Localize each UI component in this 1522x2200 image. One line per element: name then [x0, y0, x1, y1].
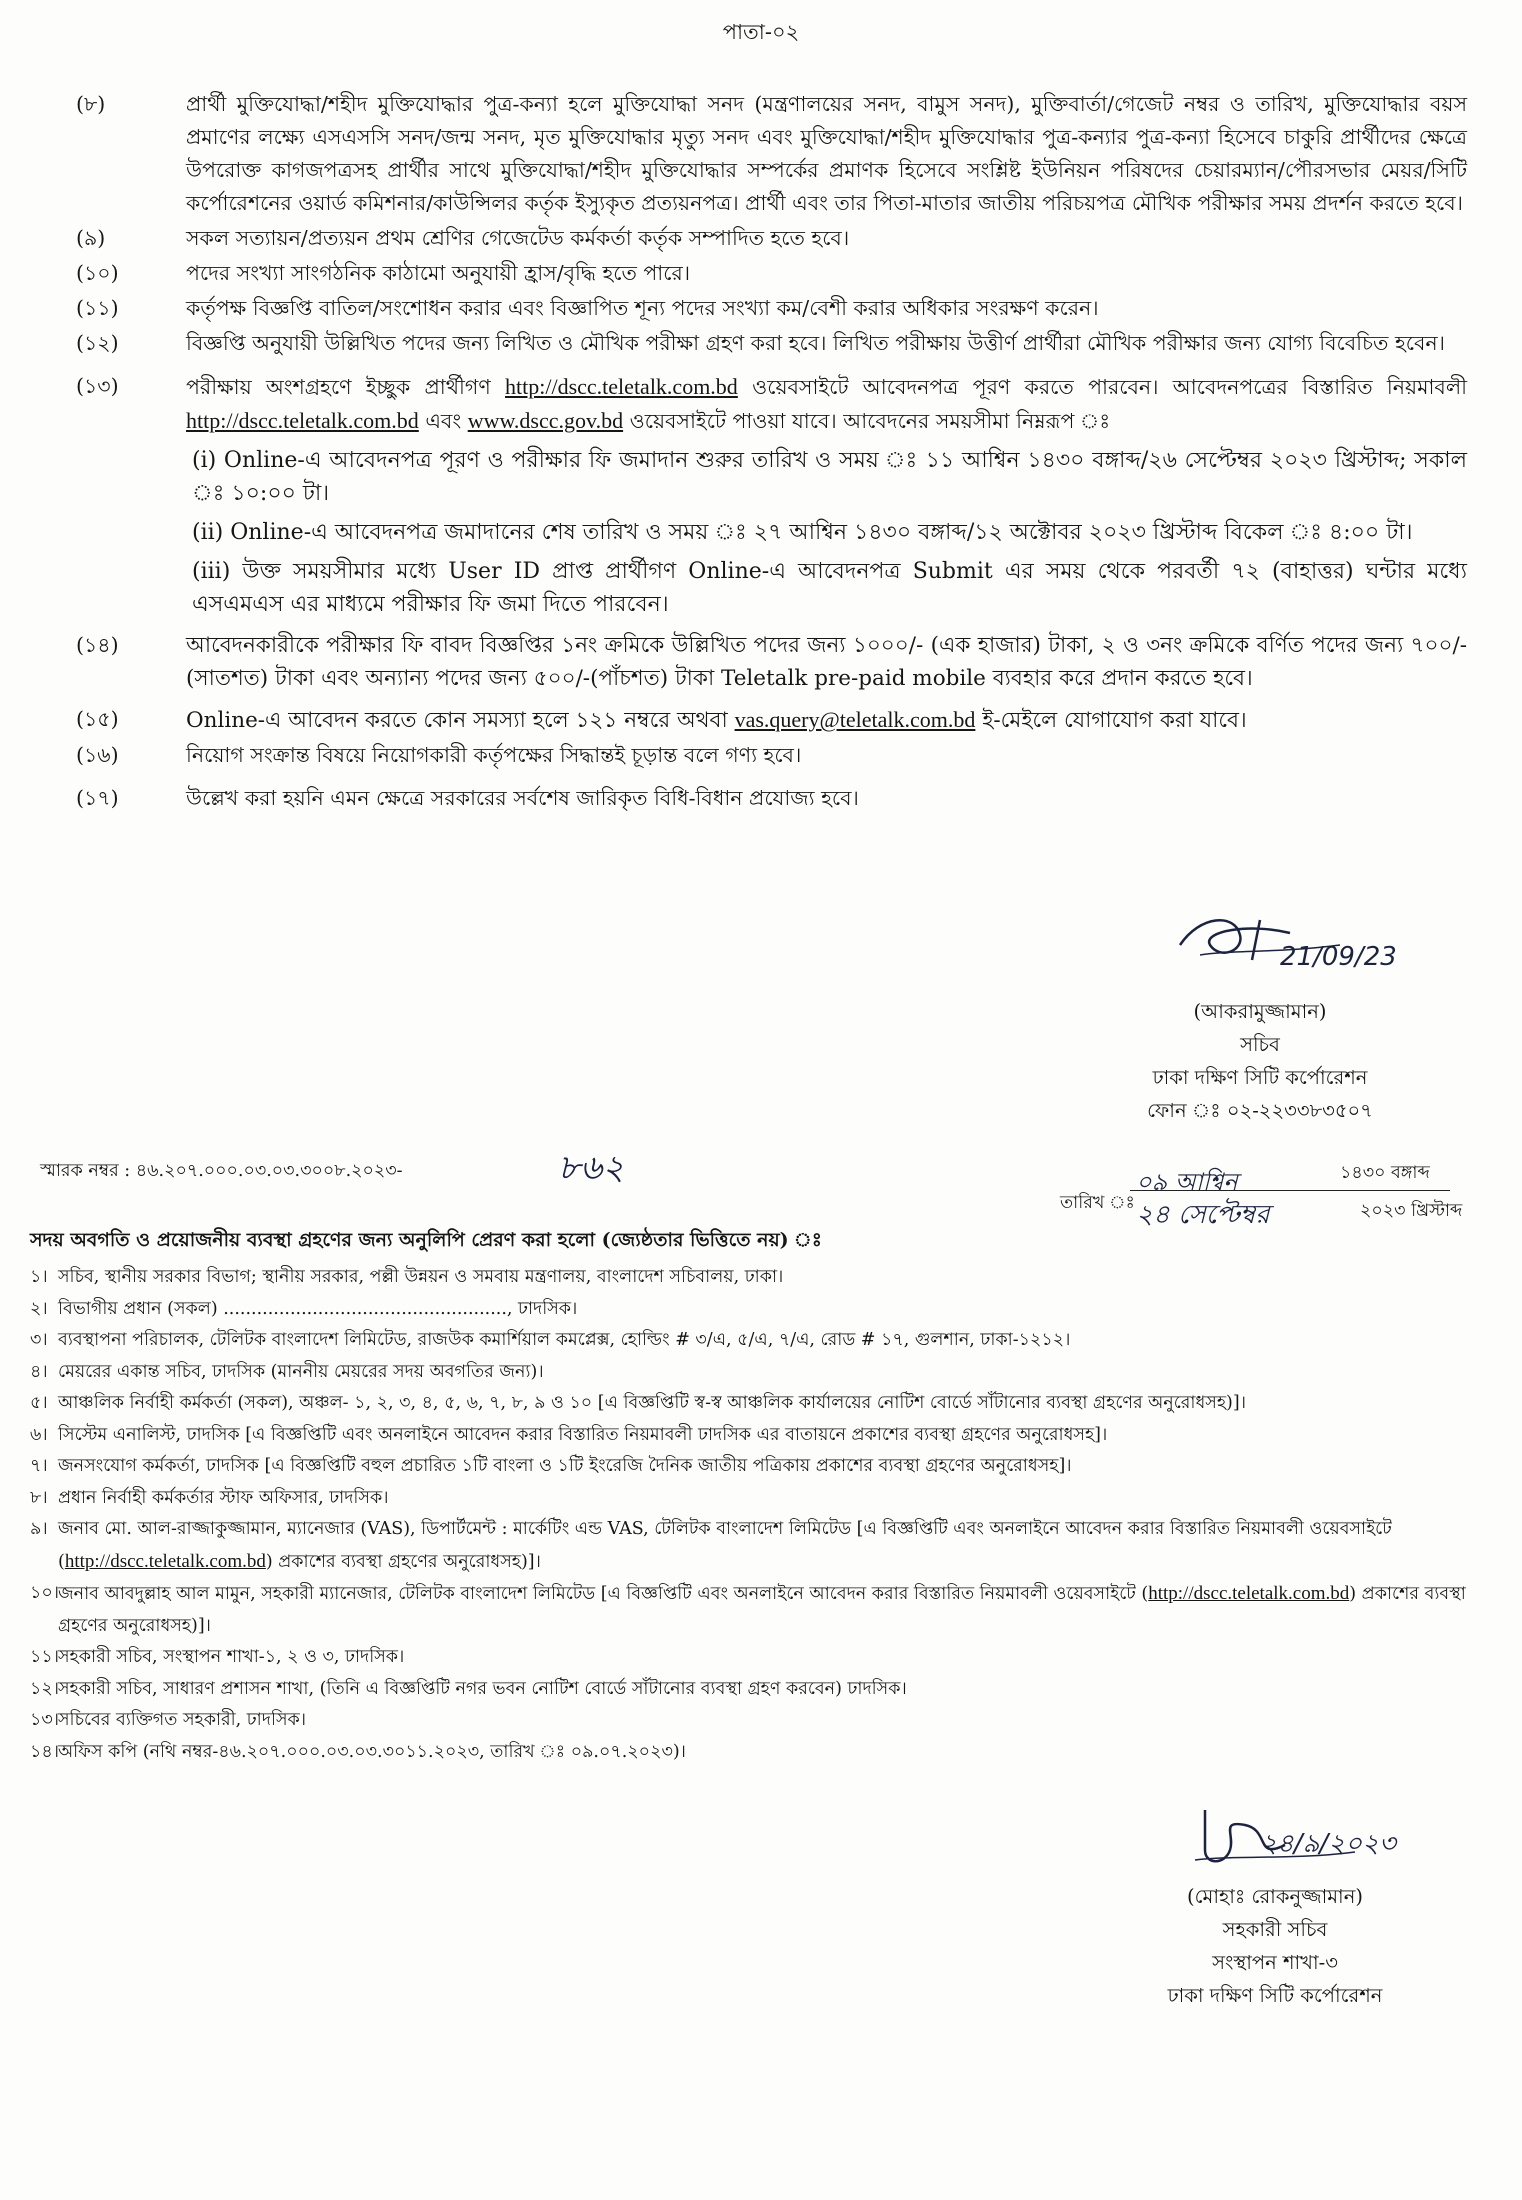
list-item-text: সহকারী সচিব, সাধারণ প্রশাসন শাখা, (তিনি এ বিজ্ঞপ্তিটি নগর ভবন নোটিশ বোর্ডে সাঁটানোর ব্যবস্থা গ্রহণ করবেন) ঢাদসিক।: [58, 1678, 907, 1699]
distribution-list: [30, 1262, 1492, 1768]
date-english-year: ২০২৩ খ্রিস্টাব্দ: [1360, 1201, 1463, 1221]
clause-number: (৮): [76, 92, 106, 116]
teletalk-link[interactable]: http://dscc.teletalk.com.bd: [64, 1550, 266, 1572]
list-item-number: ৮।: [30, 1487, 48, 1508]
page-number: পাতা-০২: [722, 20, 800, 44]
schedule-end: (ii) Online-এ আবেদনপত্র জমাদানের শেষ তারিখ ও সময় ঃ ২৭ আশ্বিন ১৪৩০ বঙ্গাব্দ/১২ অক্টোবর ২০২৩ খ্রিস্টাব্দ বিকেল ঃ ৪:০০ টা।: [192, 520, 1413, 545]
list-item: [30, 1514, 1492, 1578]
signatory-secretary: [1080, 905, 1440, 1127]
list-item-text: সচিব, স্থানীয় সরকার বিভাগ; স্থানীয় সরকার, পল্লী উন্নয়ন ও সমবায় মন্ত্রণালয়, বাংলাদেশ সচিবালয়, ঢাকা।: [58, 1267, 784, 1287]
list-item-text: জনসংযোগ কর্মকর্তা, ঢাদসিক [এ বিজ্ঞপ্তিটি বহুল প্রচারিত ১টি বাংলা ও ১টি ইংরেজি দৈনিক জাতীয় পত্রিকায় প্রকাশের ব্যবস্থা গ্রহণের অনুরোধসহ]।: [58, 1456, 1072, 1476]
list-item-number: ১০।: [30, 1583, 59, 1603]
signatory-branch: সংস্থাপন শাখা-৩: [1212, 1951, 1338, 1974]
list-item: [30, 1578, 1492, 1642]
clause-13-text-2: ওয়েবসাইটে আবেদনপত্র পূরণ করতে পারবেন। আবেদনপত্রের বিস্তারিত নিয়মাবলী: [752, 375, 1467, 399]
list-item-text: বিভাগীয় প্রধান (সকল) ..................................................., ঢাদসিক।: [58, 1298, 578, 1319]
list-item-number: ৭।: [30, 1456, 48, 1476]
list-item-number: ২।: [30, 1298, 48, 1319]
list-item-number: ৯।: [30, 1519, 48, 1539]
conditions-list: [72, 88, 1467, 817]
list-item-number: ১৪।: [30, 1741, 59, 1762]
list-item-number: ১২।: [30, 1678, 59, 1699]
clause-number: (১২): [76, 331, 119, 355]
clause-text: উল্লেখ করা হয়নি এমন ক্ষেত্রে সরকারের সর্বশেষ জারিকৃত বিধি-বিধান প্রযোজ্য হবে।: [186, 786, 859, 810]
list-item: [30, 1737, 1492, 1769]
clause-15: [72, 703, 1467, 737]
list-item-number: ৪।: [30, 1361, 48, 1382]
list-item-text: প্রধান নির্বাহী কর্মকর্তার স্টাফ অফিসার, ঢাদসিক।: [58, 1487, 389, 1508]
list-item-text: সচিবের ব্যক্তিগত সহকারী, ঢাদসিক।: [58, 1710, 307, 1730]
list-item-text: [58, 1514, 1492, 1578]
list-item: [30, 1388, 1492, 1420]
clause-text: সকল সত্যায়ন/প্রত্যয়ন প্রথম শ্রেণির গেজেটেড কর্মকর্তা কর্তৃক সম্পাদিত হতে হবে।: [186, 226, 850, 250]
item-9-text-2: ) প্রকাশের ব্যবস্থা গ্রহণের অনুরোধসহ)]।: [265, 1551, 541, 1572]
date-bangla-year: ১৪৩০ বঙ্গাব্দ: [1340, 1163, 1430, 1183]
distribution-heading: সদয় অবগতি ও প্রয়োজনীয় ব্যবস্থা গ্রহণের জন্য অনুলিপি প্রেরণ করা হলো (জ্যেষ্ঠতার ভিত্তিতে নয়) ঃ: [30, 1229, 822, 1251]
clause-16: [72, 739, 1467, 772]
list-item-number: ১১।: [30, 1647, 59, 1667]
list-item-number: ১।: [30, 1267, 48, 1287]
clause-number: (১০): [76, 261, 119, 285]
schedule-fee-payment: (iii) উক্ত সময়সীমার মধ্যে User ID প্রাপ্ত প্রার্থীগণ Online-এ আবেদনপত্র Submit এর সময় থেকে পরবর্তী ৭২ (বাহাত্তর) ঘন্টার মধ্যে এসএমএস এর মাধ্যমে পরীক্ষার ফি জমা দিতে পারবেন।: [192, 559, 1467, 617]
clause-text: [186, 370, 1467, 621]
clause-13-text-4: ওয়েবসাইটে পাওয়া যাবে। আবেদনের সময়সীমা নিম্নরূপ ঃ: [629, 409, 1111, 433]
date-divider: [1130, 1190, 1450, 1191]
signatory-designation: সহকারী সচিব: [1222, 1918, 1328, 1941]
date-bangla-handwritten: ০৯ আশ্বিন: [1136, 1168, 1238, 1196]
list-item-number: ৫।: [30, 1393, 48, 1413]
clause-text: প্রার্থী মুক্তিযোদ্ধা/শহীদ মুক্তিযোদ্ধার পুত্র-কন্যা হলে মুক্তিযোদ্ধা সনদ (মন্ত্রণালয়ের সনদ, বামুস সনদ), মুক্তিবার্তা/গেজেট নম্বর ও তারিখ, মুক্তিযোদ্ধার বয়স প্রমাণের লক্ষ্যে এসএসসি সনদ/জন্ম সনদ, মৃত মুক্তিযোদ্ধার মৃত্যু সনদ এবং মুক্তিযোদ্ধা/শহীদ মুক্তিযোদ্ধার পুত্র-কন্যার পুত্র-কন্যা হিসেবে চাকুরি প্রার্থীদের ক্ষেত্রে উপরোক্ত কাগজপত্রসহ প্রার্থীর সাথে মুক্তিযোদ্ধা/শহীদ মুক্তিযোদ্ধার সম্পর্কের প্রমাণক হিসেবে সংশ্লিষ্ট ইউনিয়ন পরিষদের চেয়ারম্যান/পৌরসভার মেয়র/সিটি কর্পোরেশনের ওয়ার্ড কমিশনার/কাউন্সিলর কর্তৃক ইস্যুকৃত প্রত্যয়নপত্র। প্রার্থী এবং তার পিতা-মাতার জাতীয় পরিচয়পত্র মৌখিক পরীক্ষার সময় প্রদর্শন করতে হবে।: [186, 92, 1467, 215]
list-item: [30, 1642, 1492, 1674]
list-item-text: ব্যবস্থাপনা পরিচালক, টেলিটক বাংলাদেশ লিমিটেড, রাজউক কমার্শিয়াল কমপ্লেক্স, হোল্ডিং # ৩/এ, ৫/এ, ৭/এ, রোড # ১৭, গুলশান, ঢাকা-১২১২।: [58, 1330, 1071, 1350]
list-item-text: সহকারী সচিব, সংস্থাপন শাখা-১, ২ ও ৩, ঢাদসিক।: [58, 1647, 405, 1667]
clause-text: [186, 703, 1467, 737]
clause-number: (১৪): [76, 633, 119, 657]
clause-15-text-2: ই-মেইলে যোগাযোগ করা যাবে।: [982, 708, 1247, 733]
signatory-designation: সচিব: [1240, 1033, 1280, 1056]
signatory-name: (মোহাঃ রোকনুজ্জামান): [1187, 1885, 1363, 1908]
clause-text: বিজ্ঞপ্তি অনুযায়ী উল্লিখিত পদের জন্য লিখিত ও মৌখিক পরীক্ষা গ্রহণ করা হবে। লিখিত পরীক্ষায় উত্তীর্ণ প্রার্থীরা মৌখিক পরীক্ষার জন্য যোগ্য বিবেচিত হবেন।: [186, 331, 1445, 355]
clause-12: [72, 327, 1467, 360]
memo-number-label: স্মারক নম্বর : ৪৬.২০৭.০০০.০৩.০৩.৩০০৮.২০২৩-: [40, 1161, 403, 1181]
clause-10: [72, 257, 1467, 290]
signature-date: ২৪/৯/২০২৩: [1260, 1829, 1396, 1859]
clause-number: (১১): [76, 296, 119, 320]
list-item: [30, 1674, 1492, 1706]
clause-13-text-1: পরীক্ষায় অংশগ্রহণে ইচ্ছুক প্রার্থীগণ: [186, 375, 491, 399]
date-english-handwritten: ২৪ সেপ্টেম্বর: [1136, 1200, 1270, 1230]
list-item: [30, 1420, 1492, 1452]
list-item-text: অফিস কপি (নথি নম্বর-৪৬.২০৭.০০০.০৩.০৩.৩০১১.২০২৩, তারিখ ঃ ০৯.০৭.২০২৩)।: [58, 1741, 686, 1762]
memo-number-handwritten: ৮৬২: [558, 1148, 625, 1188]
clause-14: [72, 629, 1467, 695]
list-item-text: সিস্টেম এনালিস্ট, ঢাদসিক [এ বিজ্ঞপ্তিটি এবং অনলাইনে আবেদন করার বিস্তারিত নিয়মাবলী ঢাদসিক এর বাতায়নে প্রকাশের ব্যবস্থা গ্রহণের অনুরোধসহ]।: [58, 1424, 1108, 1445]
list-item: [30, 1325, 1492, 1357]
item-10-text-1: জনাব আবদুল্লাহ আল মামুন, সহকারী ম্যানেজার, টেলিটক বাংলাদেশ লিমিটেড [এ বিজ্ঞপ্তিটি এবং অনলাইনে আবেদন করার বিস্তারিত নিয়মাবলী ওয়েবসাইটে (: [58, 1584, 1149, 1604]
signatory-office: ঢাকা দক্ষিণ সিটি কর্পোরেশন: [1152, 1066, 1368, 1089]
clause-text: কর্তৃপক্ষ বিজ্ঞপ্তি বাতিল/সংশোধন করার এবং বিজ্ঞাপিত শূন্য পদের সংখ্যা কম/বেশী করার অধিকার সংরক্ষণ করেন।: [186, 296, 1099, 320]
list-item-text: আঞ্চলিক নির্বাহী কর্মকর্তা (সকল), অঞ্চল- ১, ২, ৩, ৪, ৫, ৬, ৭, ৮, ৯ ও ১০ [এ বিজ্ঞপ্তিটি স্ব-স্ব আঞ্চলিক কার্যালয়ের নোটিশ বোর্ডে সাঁটানোর ব্যবস্থা গ্রহণের অনুরোধসহ)]।: [58, 1393, 1246, 1413]
list-item: [30, 1262, 1492, 1294]
signature-date: 21/09/23: [1280, 942, 1397, 972]
teletalk-link[interactable]: http://dscc.teletalk.com.bd: [1148, 1583, 1350, 1604]
clause-text: পদের সংখ্যা সাংগঠনিক কাঠামো অনুযায়ী হ্রাস/বৃদ্ধি হতে পারে।: [186, 261, 691, 285]
clause-number: (১৭): [76, 786, 119, 810]
clause-number: (৯): [76, 226, 106, 250]
clause-number: (১৬): [76, 743, 119, 767]
list-item: [30, 1294, 1492, 1326]
list-item-number: ১৩।: [30, 1710, 59, 1730]
clause-13-text-3: এবং: [425, 409, 462, 433]
list-item: [30, 1451, 1492, 1483]
list-item-number: ৩।: [30, 1330, 48, 1350]
item-10-text-2: ) প্রকাশের ব্যবস্থা গ্রহণের অনুরোধসহ)]।: [58, 1584, 1466, 1636]
list-item-number: ৬।: [30, 1424, 48, 1445]
date-label: তারিখ ঃ: [1060, 1193, 1135, 1213]
schedule-start: (i) Online-এ আবেদনপত্র পূরণ ও পরীক্ষার ফি জমাদান শুরুর তারিখ ও সময় ঃ ১১ আশ্বিন ১৪৩০ বঙ্গাব্দ/২৬ সেপ্টেম্বর ২০২৩ খ্রিস্টাব্দ; সকাল ঃ ১০:০০ টা।: [192, 448, 1467, 506]
clause-11: [72, 292, 1467, 325]
dscc-website-link[interactable]: www.dscc.gov.bd: [467, 408, 624, 433]
signatory-assistant-secretary: [1110, 1790, 1440, 2012]
clause-number: (১৫): [76, 707, 119, 731]
list-item: [30, 1483, 1492, 1515]
item-9-text-1: জনাব মো. আল-রাজ্জাকুজ্জামান, ম্যানেজার (VAS), ডিপার্টমেন্ট : মার্কেটিং এন্ড VAS, টেলিটক বাংলাদেশ লিমিটেড [এ বিজ্ঞপ্তিটি এবং অনলাইনে আবেদন করার বিস্তারিত নিয়মাবলী ওয়েবসাইটে (: [58, 1519, 1392, 1572]
list-item: [30, 1705, 1492, 1737]
clause-17: [72, 782, 1467, 815]
clause-15-text-1: Online-এ আবেদন করতে কোন সমস্যা হলে ১২১ নম্বরে অথবা: [186, 708, 728, 733]
signatory-office: ঢাকা দক্ষিণ সিটি কর্পোরেশন: [1167, 1984, 1383, 2007]
memo-row: [40, 1148, 1480, 1228]
signatory-name: (আকরামুজ্জামান): [1193, 1000, 1327, 1023]
clause-text: আবেদনকারীকে পরীক্ষার ফি বাবদ বিজ্ঞপ্তির ১নং ক্রমিকে উল্লিখিত পদের জন্য ১০০০/- (এক হাজার) টাকা, ২ ও ৩নং ক্রমিকে বর্ণিত পদের জন্য ৭০০/-(সাতশত) টাকা এবং অন্যান্য পদের জন্য ৫০০/-(পাঁচশত) টাকা Teletalk pre-paid mobile ব্যবহার করে প্রদান করতে হবে।: [186, 633, 1467, 691]
teletalk-link[interactable]: http://dscc.teletalk.com.bd: [505, 374, 738, 399]
list-item-text: মেয়রের একান্ত সচিব, ঢাদসিক (মাননীয় মেয়রের সদয় অবগতির জন্য)।: [58, 1361, 544, 1382]
list-item: [30, 1357, 1492, 1389]
list-item-text: [58, 1578, 1492, 1642]
support-email-link[interactable]: vas.query@teletalk.com.bd: [734, 707, 976, 732]
clause-13: [72, 370, 1467, 621]
clause-9: [72, 222, 1467, 255]
clause-number: (১৩): [76, 374, 119, 398]
clause-text: নিয়োগ সংক্রান্ত বিষয়ে নিয়োগকারী কর্তৃপক্ষের সিদ্ধান্তই চূড়ান্ত বলে গণ্য হবে।: [186, 743, 802, 767]
teletalk-link[interactable]: http://dscc.teletalk.com.bd: [186, 408, 419, 433]
clause-8: [72, 88, 1467, 220]
signatory-phone: ফোন ঃ ০২-২২৩৩৮৩৫০৭: [1147, 1099, 1373, 1122]
